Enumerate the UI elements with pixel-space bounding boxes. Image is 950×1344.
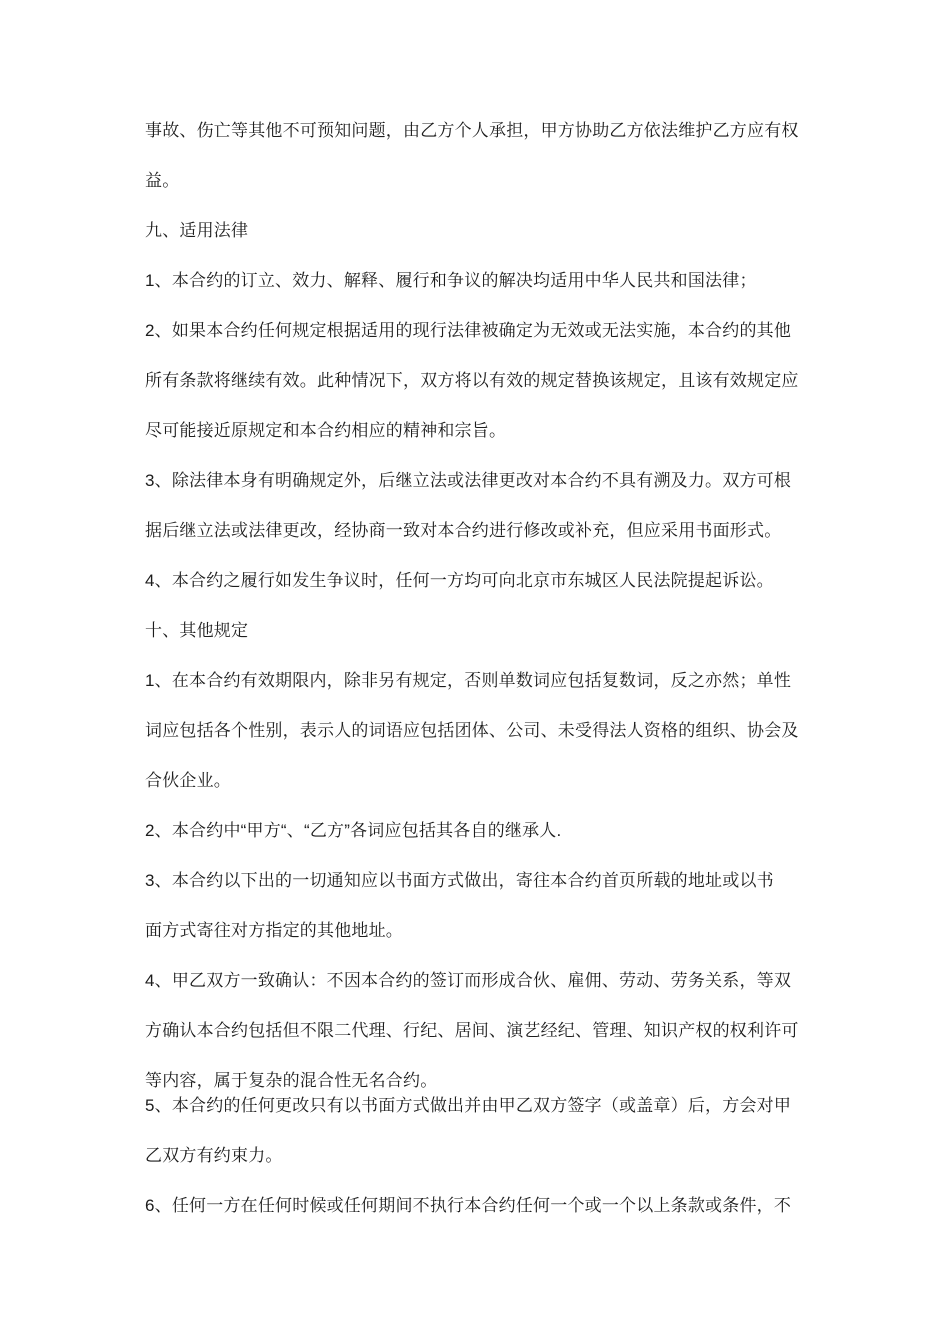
contract-text-line: 3、本合约以下出的一切通知应以书面方式做出，寄往本合约首页所载的地址或以书 [145,870,774,890]
section-heading: 九、适用法律 [145,220,249,240]
contract-text-line: 3、除法律本身有明确规定外，后继立法或法律更改对本合约不具有溯及力。双方可根 [145,470,792,490]
contract-text-line: 1、本合约的订立、效力、解释、履行和争议的解决均适用中华人民共和国法律； [145,270,757,290]
contract-text-line: 5、本合约的任何更改只有以书面方式做出并由甲乙双方签字（或盖章）后，方会对甲 [145,1095,792,1115]
contract-text-line: 乙双方有约束力。 [145,1145,283,1165]
contract-text-line: 等内容，属于复杂的混合性无名合约。 [145,1070,438,1090]
contract-text-line: 2、如果本合约任何规定根据适用的现行法律被确定为无效或无法实施，本合约的其他 [145,320,792,340]
contract-text-line: 尽可能接近原规定和本合约相应的精神和宗旨。 [145,420,507,440]
contract-text-line: 6、任何一方在任何时候或任何期间不执行本合约任何一个或一个以上条款或条件，不 [145,1195,792,1215]
contract-text-line: 所有条款将继续有效。此种情况下，双方将以有效的规定替换该规定，且该有效规定应 [145,370,799,390]
contract-text-line: 据后继立法或法律更改，经协商一致对本合约进行修改或补充，但应采用书面形式。 [145,520,782,540]
contract-text-line: 益。 [145,170,180,190]
contract-text-line: 面方式寄往对方指定的其他地址。 [145,920,403,940]
contract-text-line: 4、本合约之履行如发生争议时，任何一方均可向北京市东城区人民法院提起诉讼。 [145,570,774,590]
contract-text-line: 合伙企业。 [145,770,231,790]
contract-text-line: 方确认本合约包括但不限二代理、行纪、居间、演艺经纪、管理、知识产权的权利许可 [145,1020,799,1040]
contract-text-line: 2、本合约中“甲方“、“乙方”各词应包括其各自的继承人. [145,820,562,840]
section-heading: 十、其他规定 [145,620,249,640]
contract-text-line: 1、在本合约有效期限内，除非另有规定，否则单数词应包括复数词，反之亦然；单性 [145,670,792,690]
contract-text-line: 4、甲乙双方一致确认：不因本合约的签订而形成合伙、雇佣、劳动、劳务关系，等双 [145,970,792,990]
contract-text-line: 词应包括各个性别，表示人的词语应包括团体、公司、未受得法人资格的组织、协会及 [145,720,799,740]
contract-text-line: 事故、伤亡等其他不可预知问题，由乙方个人承担，甲方协助乙方依法维护乙方应有权 [145,120,799,140]
